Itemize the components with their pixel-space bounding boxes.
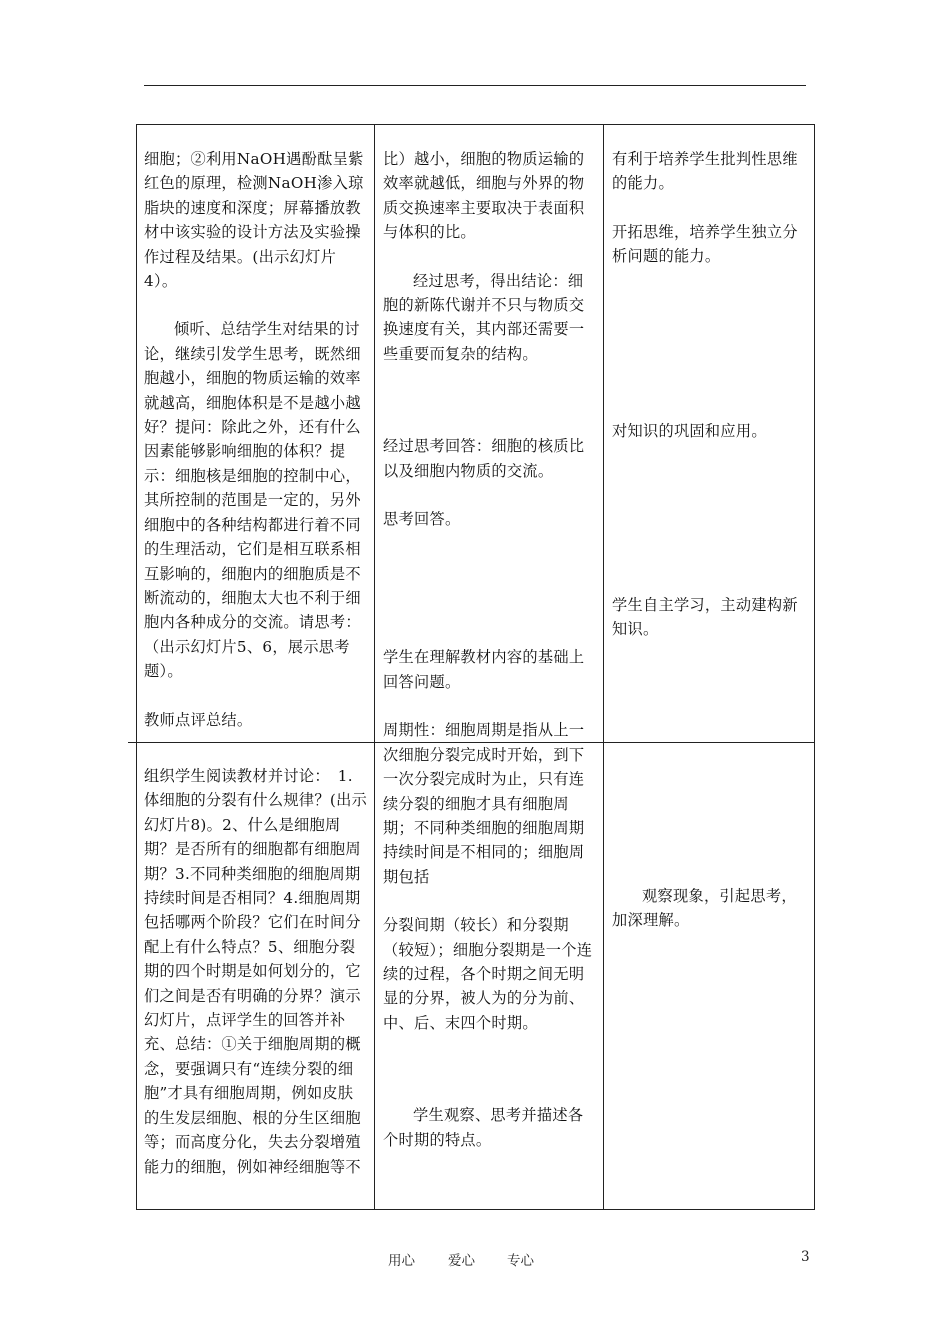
header-rule	[144, 85, 806, 86]
row1-student-text-6: 周期性：细胞周期是指从上一次细胞分裂完成时开始，到下一次分裂完成时为止，只有连续分裂的细胞才具有细胞周期；不同种类细胞的细胞周期持续时间是不相同的；细胞周期包括	[383, 721, 585, 886]
row1-teacher-cell	[144, 147, 368, 732]
row1-intent-text-1: 有利于培养学生批判性思维的能力。	[612, 150, 798, 193]
row1-student-text-4: 思考回答。	[383, 510, 461, 529]
footer-motto-3: 专心	[507, 1253, 534, 1269]
footer-motto-2: 爱心	[448, 1253, 475, 1269]
row2-teacher-text-1: 组织学生阅读教材并讨论： 1.体细胞的分裂有什么规律？(出示幻灯片8)。2、什么是细胞周期？是否所有的细胞都有细胞周期？3.不同种类细胞的细胞周期持续时间是否相同？4.细胞周期包括哪两个阶段？它们在时间分配上有什么特点？5、细胞分裂期的四个时期是如何划分的，它们之间是否有明确的分界？演示幻灯片，点评学生的回答并补充、总结：①关于细胞周期的概念，要强调只有“连续分裂的细胞”才具有细胞周期，例如皮肤的生发层细胞、根的分生区细胞等；而高度分化，失去分裂增殖能力的细胞，例如神经细胞等不	[144, 767, 368, 1176]
row1-intent-text-4: 学生自主学习，主动建构新知识。	[612, 596, 798, 639]
row2-teacher-cell	[144, 764, 368, 1179]
row1-intent-text-3: 对知识的巩固和应用。	[612, 421, 767, 440]
row1-student-text-8: 学生观察、思考并描述各个时期的特点。	[383, 1106, 584, 1149]
page-number: 3	[801, 1249, 810, 1265]
row1-student-text-3: 经过思考回答：细胞的核质比以及细胞内物质的交流。	[383, 437, 585, 480]
row2-intent-text-1: 观察现象，引起思考，加深理解。	[612, 887, 797, 930]
row1-student-text-7: 分裂间期（较长）和分裂期（较短）；细胞分裂期是一个连续的过程，各个时期之间无明显的分界，被人为的分为前、中、后、末四个时期。	[383, 916, 593, 1032]
row1-teacher-text-3: 教师点评总结。	[144, 710, 253, 729]
column-divider-1	[374, 124, 375, 1210]
column-divider-2	[603, 124, 604, 1210]
row1-teacher-text-1: 细胞；②利用NaOH遇酚酞呈紫红色的原理，检测NaOH渗入琼脂块的速度和深度；屏幕播放教材中该实验的设计方法及实验操作过程及结果。(出示幻灯片4）。	[144, 150, 364, 291]
row1-student-cell	[383, 147, 597, 1152]
row1-student-text-1: 比）越小，细胞的物质运输的效率就越低，细胞与外界的物质交换速率主要取决于表面积与体积的比。	[383, 150, 585, 242]
row1-student-text-5: 学生在理解教材内容的基础上回答问题。	[383, 648, 585, 691]
footer-motto-1: 用心	[388, 1253, 415, 1269]
row1-teacher-text-2: 倾听、总结学生对结果的讨论，继续引发学生思考，既然细胞越小，细胞的物质运输的效率就越高，细胞体积是不是越小越好？提问：除此之外，还有什么因素能够影响细胞的体积？提示：细胞核是细胞的控制中心，其所控制的范围是一定的，另外细胞中的各种结构都进行着不同的生理活动，它们是相互联系相互影响的，细胞内的细胞质是不断流动的，细胞太大也不利于细胞内各种成分的交流。请思考：（出示幻灯片5、6，展示思考题）。	[144, 320, 361, 681]
row1-intent-cell	[612, 147, 810, 642]
row1-intent-text-2: 开拓思维，培养学生独立分析问题的能力。	[612, 222, 798, 266]
row2-intent-cell	[612, 884, 810, 933]
row1-student-text-2: 经过思考，得出结论：细胞的新陈代谢并不只与物质交换速度有关，其内部还需要一些重要而复杂的结构。	[383, 271, 585, 363]
